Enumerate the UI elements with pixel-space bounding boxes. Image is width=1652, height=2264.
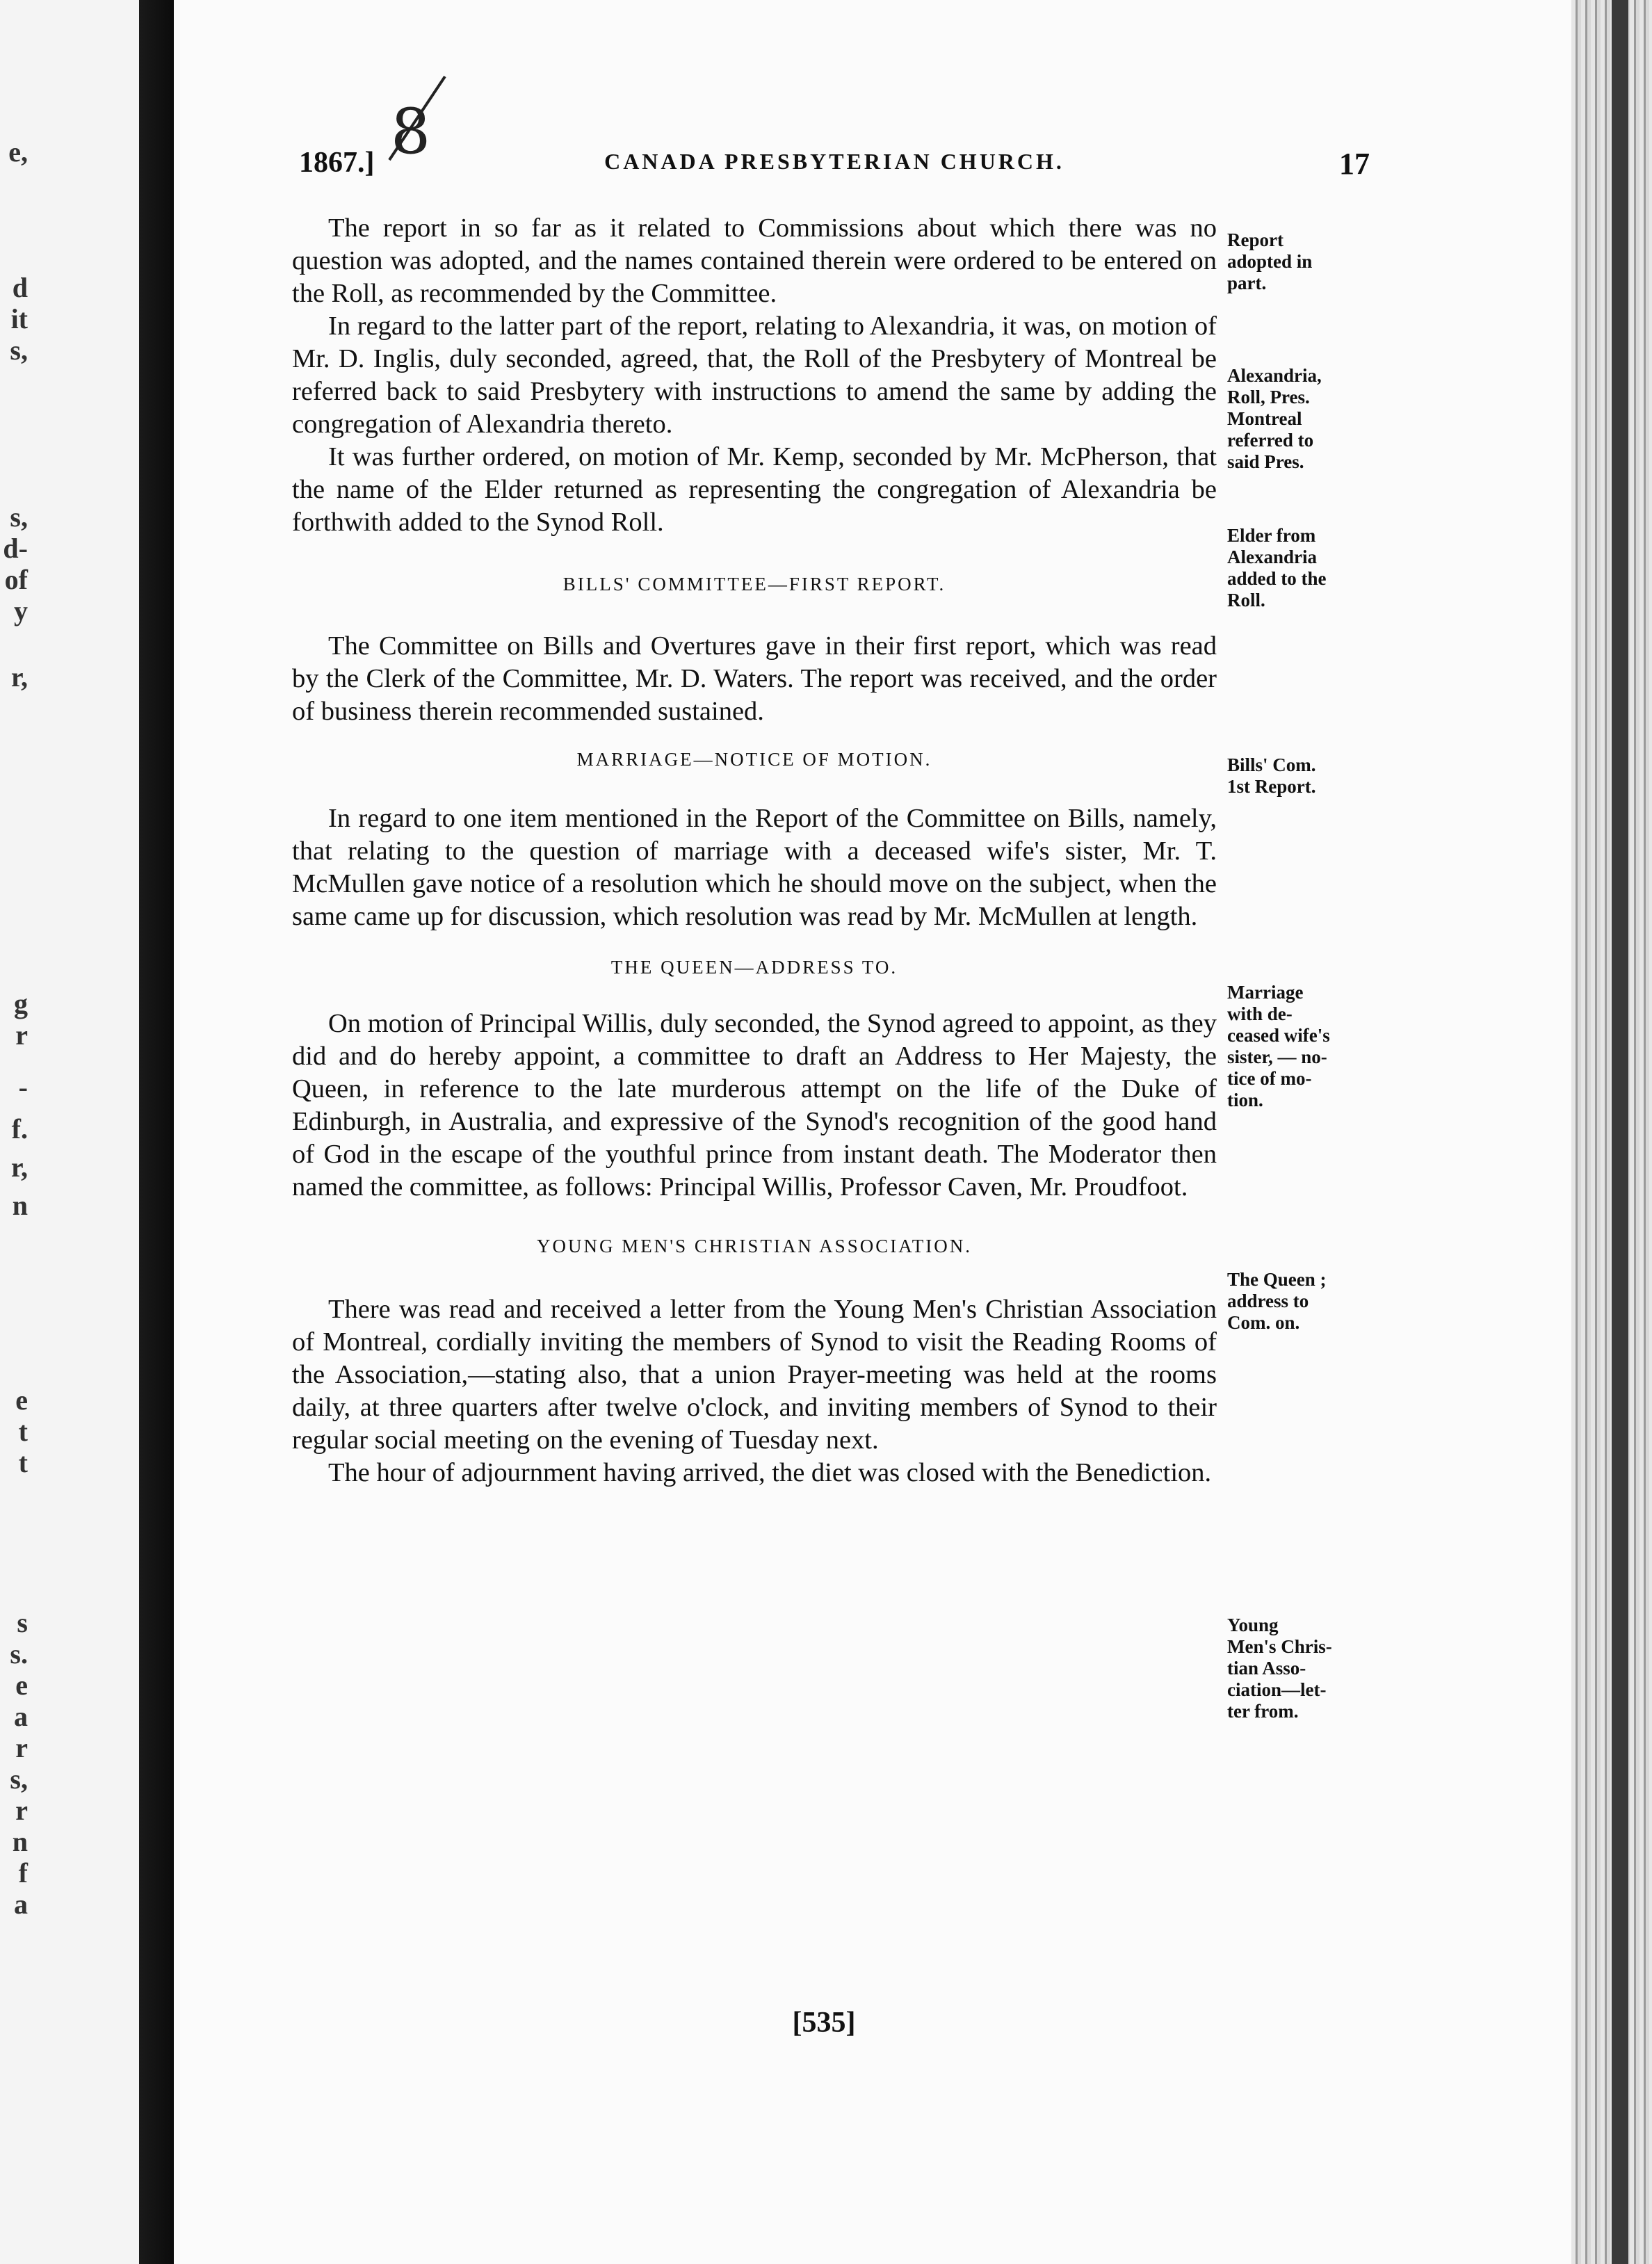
signature-mark: [535] [792,2007,856,2039]
fragment: e [15,1384,28,1416]
section-heading: YOUNG MEN'S CHRISTIAN ASSOCIATION. [537,1236,972,1256]
fragment: f [18,1857,28,1889]
fragment: s, [10,334,28,366]
fragment: g [14,988,28,1019]
fragment: s. [10,1638,28,1669]
fragment: s, [10,501,28,533]
margin-note-marriage: Marriage with de- ceased wife's sister, — no- tice of mo- tion. [1227,982,1330,1110]
paragraph: The report in so far as it related to Commissions about which there was no question was adopted, and the names contained therein were ordered to be entered on the Roll, as recommended by the Committee. [292,213,1217,308]
margin-note-bills: Bills' Com. 1st Report. [1227,754,1316,797]
page-stack-shadow [1612,0,1628,2264]
paragraph: In regard to one item mentioned in the Report of the Committee on Bills, namely, that relating to the question of marriage with a deceased wife's sister, Mr. T. McMullen gave notice of a resolution which he should move on the subject, when the same came up for discussion, which resolution was read by Mr. McMullen at length. [292,804,1217,931]
paragraph: The hour of adjournment having arrived, the diet was closed with the Benediction. [328,1458,1212,1487]
fragment: d [12,272,28,303]
margin-note-ymca: Young Men's Chris- tian Asso- ciation—let- ter from. [1227,1615,1332,1722]
margin-note-alexandria: Alexandria, Roll, Pres. Montreal referred to said Pres. [1227,365,1322,472]
margin-note-queen: The Queen ; address to Com. on. [1227,1269,1327,1333]
fragment: s, [10,1763,28,1795]
pencil-annotation [375,70,452,167]
section-heading: THE QUEEN—ADDRESS TO. [610,957,898,978]
fragment: t [18,1447,28,1478]
section-roll [292,212,1217,539]
fragment: e [15,1669,28,1701]
fragment: - [18,1072,28,1103]
fragment: r [15,1732,28,1763]
fragment: r, [10,661,28,693]
section-heading: MARRIAGE—NOTICE OF MOTION. [576,749,932,770]
pencil-annotation-text: 8 [391,95,431,167]
fragment: of [4,564,28,595]
section-heading: BILLS' COMMITTEE—FIRST REPORT. [562,574,946,595]
previous-page-fragments [0,0,132,2264]
fragment: e, [8,136,28,168]
fragment: a [14,1889,28,1920]
body-text [292,212,1217,1489]
running-head-title: CANADA PRESBYTERIAN CHURCH. [604,149,1064,174]
fragment: n [12,1826,28,1857]
fragment: r, [10,1151,28,1183]
margin-note-elder: Elder from Alexandria added to the Roll. [1227,525,1327,611]
margin-note-report: Report adopted in part. [1227,229,1313,293]
fragment: d- [3,533,28,564]
fragment: it [10,303,28,334]
fragment: s [17,1607,28,1638]
page-number: 17 [1339,147,1370,181]
fragment: y [14,595,28,626]
running-head [299,146,1370,188]
paragraph: The Committee on Bills and Overtures gave in their first report, which was read by the Clerk of the Committee, Mr. D. Waters. The report was received, and the order of business therein recommended sustained. [292,631,1217,726]
paragraph: There was read and received a letter from the Young Men's Christian Association of Montreal, cordially inviting the members of Synod to visit the Reading Rooms of the Association,—stating also, that a union Prayer-meeting was held at the rooms daily, at three quarters after twelve o'clock, and inviting members of Synod to their regular social meeting on the evening of Tuesday next. [292,1295,1217,1455]
running-head-year: 1867.] [299,147,375,179]
fragment: f. [11,1113,28,1145]
paragraph: On motion of Principal Willis, duly seconded, the Synod agreed to appoint, as they did and do hereby appoint, a committee to draft an Address to Her Majesty, the Queen, in reference to the late murderous attempt on the life of the Duke of Edinburgh, in Australia, and expressive of the Synod's recognition of the good hand of God in the escape of the youthful prince from instant death. The Moderator then named the committee, as follows: Principal Willis, Professor Caven, Mr. Proudfoot. [292,1009,1217,1202]
fragment: n [12,1190,28,1221]
fragment: r [15,1795,28,1826]
fragment: a [14,1701,28,1732]
paragraph: It was further ordered, on motion of Mr. Kemp, seconded by Mr. McPherson, that the name of the Elder returned as representing the congregation of Alexandria be forthwith added to the Synod Roll. [292,442,1217,537]
fragment: r [15,1019,28,1051]
fragment: t [18,1416,28,1447]
paragraph: In regard to the latter part of the report, relating to Alexandria, it was, on motion of Mr. D. Inglis, duly seconded, agreed, that, the Roll of the Presbytery of Montreal be referred back to said Presbytery with instructions to amend the same by adding the congregation of Alexandria thereto. [292,312,1217,439]
